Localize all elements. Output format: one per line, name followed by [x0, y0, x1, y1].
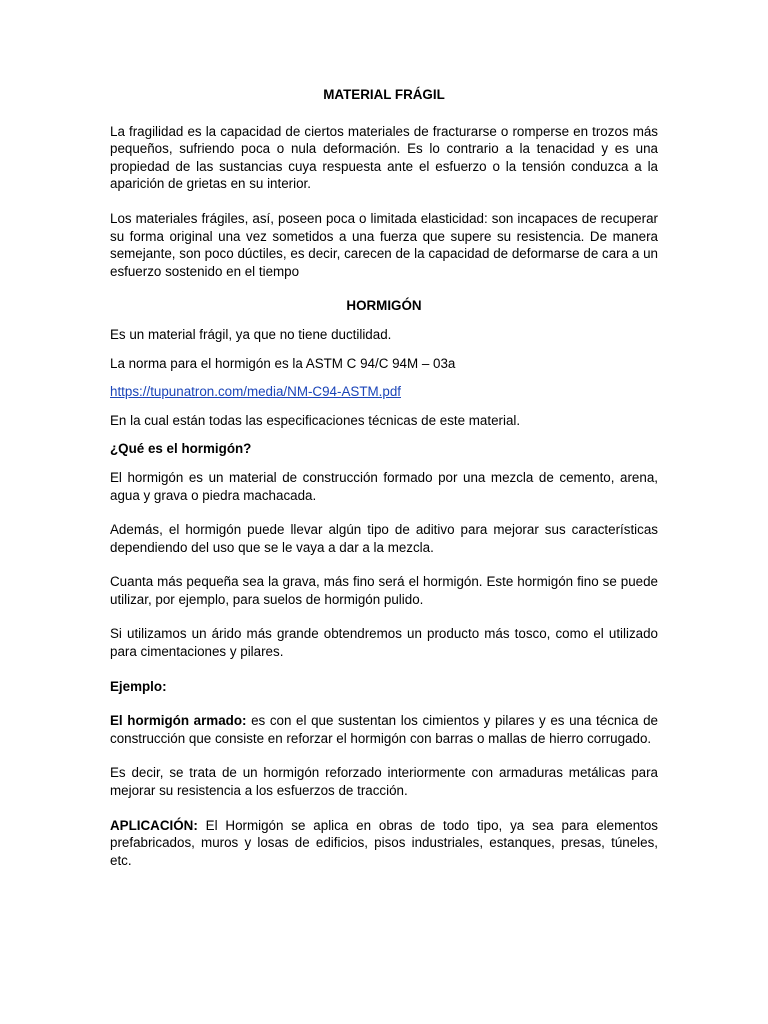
paragraph-aplicacion	[110, 817, 658, 870]
paragraph-arido: Si utilizamos un árido más grande obtendremos un producto más tosco, como el utilizado para cimentaciones y pilares.	[110, 626, 658, 660]
paragraph-hormigon-armado	[110, 712, 658, 747]
paragraph-fragile-materials: Los materiales frágiles, así, poseen poca o limitada elasticidad: son incapaces de recuperar su forma original una vez sometidos a una fuerza que supere su resistencia. De manera semejante, son poco dúctiles, es decir, carecen de la capacidad de deformarse de cara a un esfuerzo sostenido en el tiempo	[110, 210, 658, 279]
paragraph-grava: Cuanta más pequeña sea la grava, más fino será el hormigón. Este hormigón fino se puede utilizar, por ejemplo, para suelos de hormigón pulido.	[110, 574, 658, 607]
section-title-hormigon: HORMIGÓN	[346, 298, 422, 314]
line-norma-astm: La norma para el hormigón es la ASTM C 94/C 94M – 03a	[110, 355, 456, 371]
line-material-fragil: Es un material frágil, ya que no tiene ductilidad.	[110, 326, 392, 342]
question-heading: ¿Qué es el hormigón?	[110, 441, 252, 457]
line-especificaciones: En la cual están todas las especificaciones técnicas de este material.	[110, 412, 521, 428]
document-title: MATERIAL FRÁGIL	[323, 87, 445, 102]
paragraph-hormigon-definition: El hormigón es un material de construcción formado por una mezcla de cemento, arena, agua y grava o piedra machacada.	[110, 469, 658, 503]
example-label: Ejemplo:	[110, 678, 167, 694]
paragraph-fragility-definition: La fragilidad es la capacidad de ciertos materiales de fracturarse o romperse en trozos más pequeños, sufriendo poca o nula deformación. Es lo contrario a la tenacidad y es una propiedad de las sustancias cuya respuesta ante el esfuerzo o la tensión conduzca a la aparición de grietas en su interior.	[110, 123, 658, 192]
paragraph-armaduras: Es decir, se trata de un hormigón reforzado interiormente con armaduras metálicas para mejorar su resistencia a los esfuerzos de tracción.	[110, 765, 658, 799]
hormigon-armado-label: El hormigón armado:	[110, 713, 247, 729]
astm-standard-link[interactable]: https://tupunatron.com/media/NM-C94-ASTM.pdf	[110, 384, 401, 400]
hormigon-armado-text: es con el que sustentan los cimientos y pilares y es una técnica de construcción que consiste en reforzar el hormigón con barras o mallas de hierro corrugado.	[110, 713, 658, 746]
aplicacion-label: APLICACIÓN:	[110, 817, 198, 833]
aplicacion-text: El Hormigón se aplica en obras de todo tipo, ya sea para elementos prefabricados, muros y losas de edificios, pisos industriales, estanques, presas, túneles, etc.	[110, 817, 658, 868]
paragraph-aditivos: Además, el hormigón puede llevar algún tipo de aditivo para mejorar sus características dependiendo del uso que se le vaya a dar a la mezcla.	[110, 522, 658, 555]
